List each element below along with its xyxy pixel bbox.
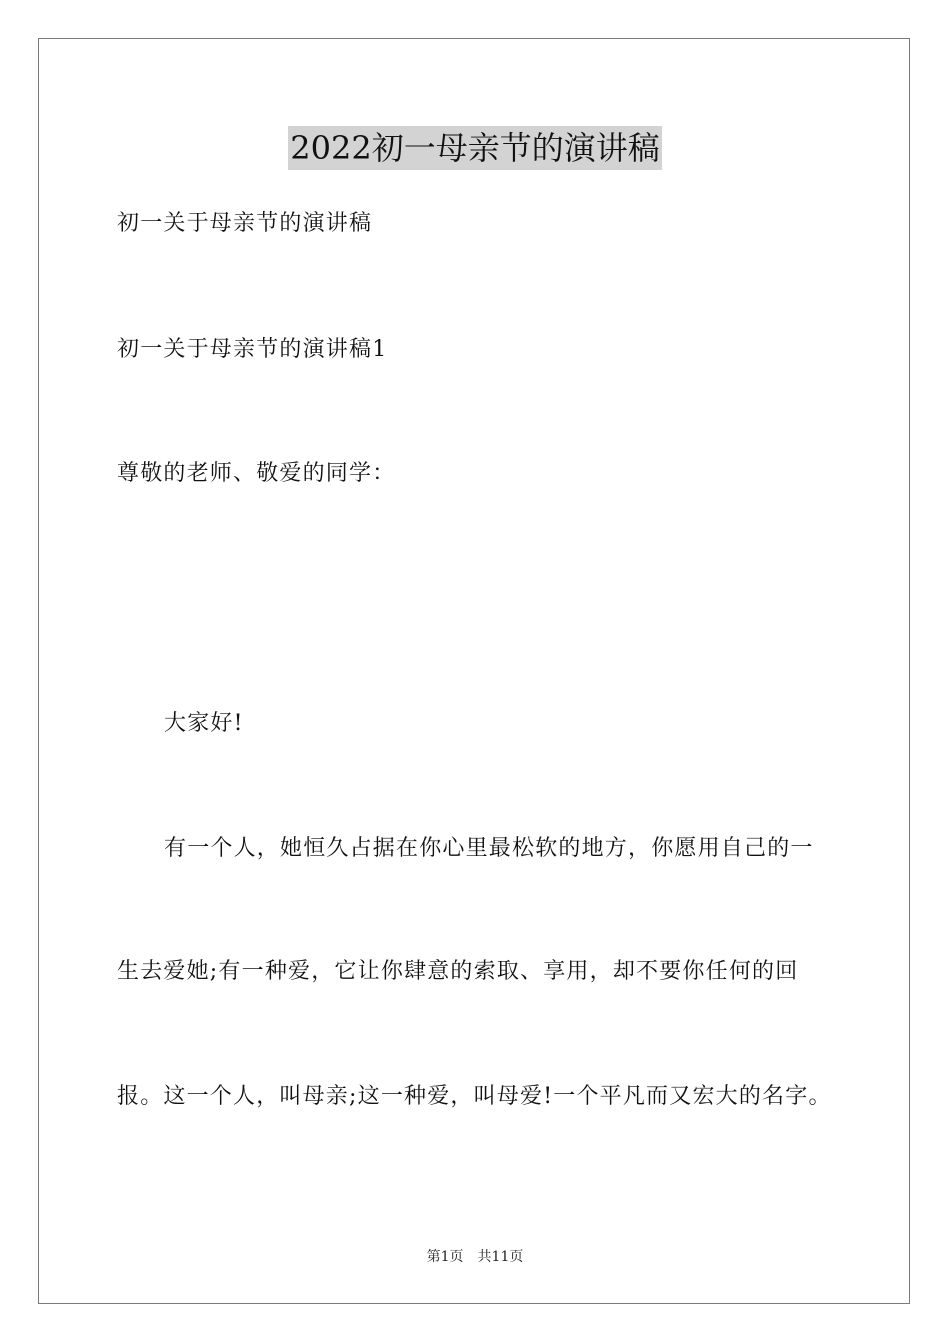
page-number-current: 第1页 [426, 1249, 464, 1265]
page-footer [0, 1247, 950, 1267]
document-title: 2022初一母亲节的演讲稿 [288, 126, 661, 170]
greeting-line: 大家好! [164, 711, 244, 736]
section-heading: 初一关于母亲节的演讲稿1 [117, 337, 388, 362]
body-paragraph-line: 生去爱她;有一种爱，它让你肆意的索取、享用，却不要你任何的回 [117, 959, 799, 984]
body-paragraph-line: 有一个人，她恒久占据在你心里最松软的地方，你愿用自己的一 [164, 836, 814, 861]
title-container [0, 126, 950, 170]
subtitle-line: 初一关于母亲节的演讲稿 [117, 211, 373, 236]
page-number-total: 共11页 [477, 1249, 524, 1265]
salutation-line: 尊敬的老师、敬爱的同学： [117, 461, 396, 486]
body-paragraph-line: 报。这一个人，叫母亲;这一种爱，叫母爱!一个平凡而又宏大的名字。 [117, 1084, 832, 1109]
